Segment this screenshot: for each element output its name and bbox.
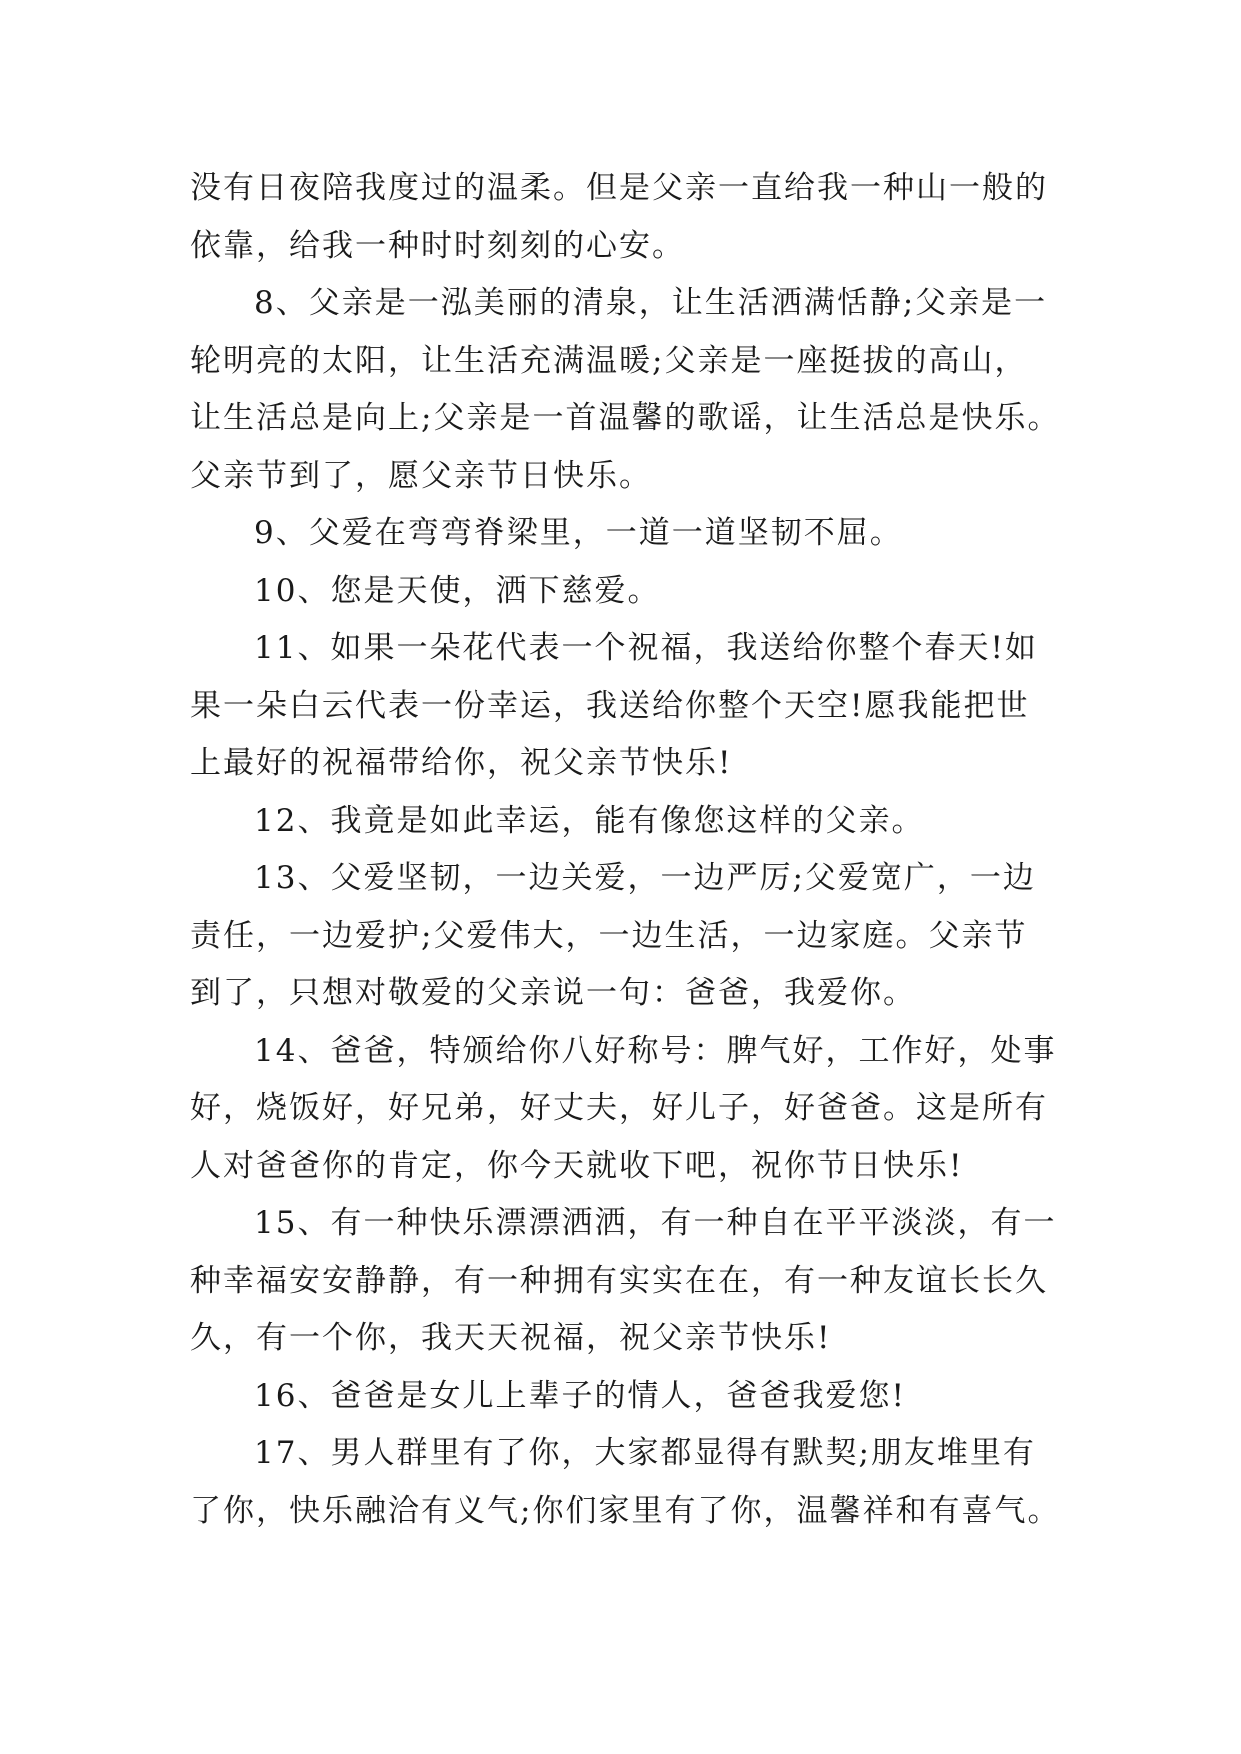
text-line: 11、如果一朵花代表一个祝福，我送给你整个春天!如 bbox=[254, 630, 1038, 666]
text-line: 17、男人群里有了你，大家都显得有默契;朋友堆里有 bbox=[254, 1435, 1036, 1471]
text-line: 父亲节到了，愿父亲节日快乐。 bbox=[190, 457, 652, 494]
text-line: 久，有一个你，我天天祝福，祝父亲节快乐! bbox=[190, 1320, 832, 1356]
text-line: 种幸福安安静静，有一种拥有实实在在，有一种友谊长长久 bbox=[190, 1262, 1048, 1299]
text-line: 到了，只想对敬爱的父亲说一句：爸爸，我爱你。 bbox=[190, 975, 916, 1011]
text-line: 14、爸爸，特颁给你八好称号：脾气好，工作好，处事 bbox=[254, 1032, 1057, 1069]
text-line: 果一朵白云代表一份幸运，我送给你整个天空!愿我能把世 bbox=[190, 687, 1030, 724]
text-line: 10、您是天使，洒下慈爱。 bbox=[254, 572, 661, 609]
text-line: 依靠，给我一种时时刻刻的心安。 bbox=[190, 227, 685, 264]
text-line: 15、有一种快乐漂漂洒洒，有一种自在平平淡淡，有一 bbox=[254, 1205, 1057, 1241]
text-line: 13、父爱坚韧，一边关爱，一边严厉;父爱宽广，一边 bbox=[254, 860, 1036, 896]
text-line: 轮明亮的太阳，让生活充满温暖;父亲是一座挺拔的高山， bbox=[190, 342, 1028, 379]
text-line: 9、父爱在弯弯脊梁里，一道一道坚韧不屈。 bbox=[254, 515, 903, 551]
text-line: 16、爸爸是女儿上辈子的情人，爸爸我爱您! bbox=[254, 1377, 906, 1414]
text-line: 了你，快乐融洽有义气;你们家里有了你，温馨祥和有喜气。 bbox=[190, 1492, 1061, 1529]
text-line: 上最好的祝福带给你，祝父亲节快乐! bbox=[190, 745, 733, 781]
text-line: 责任，一边爱护;父爱伟大，一边生活，一边家庭。父亲节 bbox=[190, 917, 1028, 954]
text-line: 人对爸爸你的肯定，你今天就收下吧，祝你节日快乐! bbox=[190, 1147, 964, 1184]
text-line: 让生活总是向上;父亲是一首温馨的歌谣，让生活总是快乐。 bbox=[190, 400, 1061, 436]
text-line: 12、我竟是如此幸运，能有像您这样的父亲。 bbox=[254, 802, 925, 839]
text-line: 没有日夜陪我度过的温柔。但是父亲一直给我一种山一般的 bbox=[190, 170, 1048, 206]
text-line: 好，烧饭好，好兄弟，好丈夫，好儿子，好爸爸。这是所有 bbox=[190, 1090, 1048, 1126]
document-body bbox=[190, 160, 1070, 1540]
text-line: 8、父亲是一泓美丽的清泉，让生活洒满恬静;父亲是一 bbox=[254, 285, 1048, 321]
